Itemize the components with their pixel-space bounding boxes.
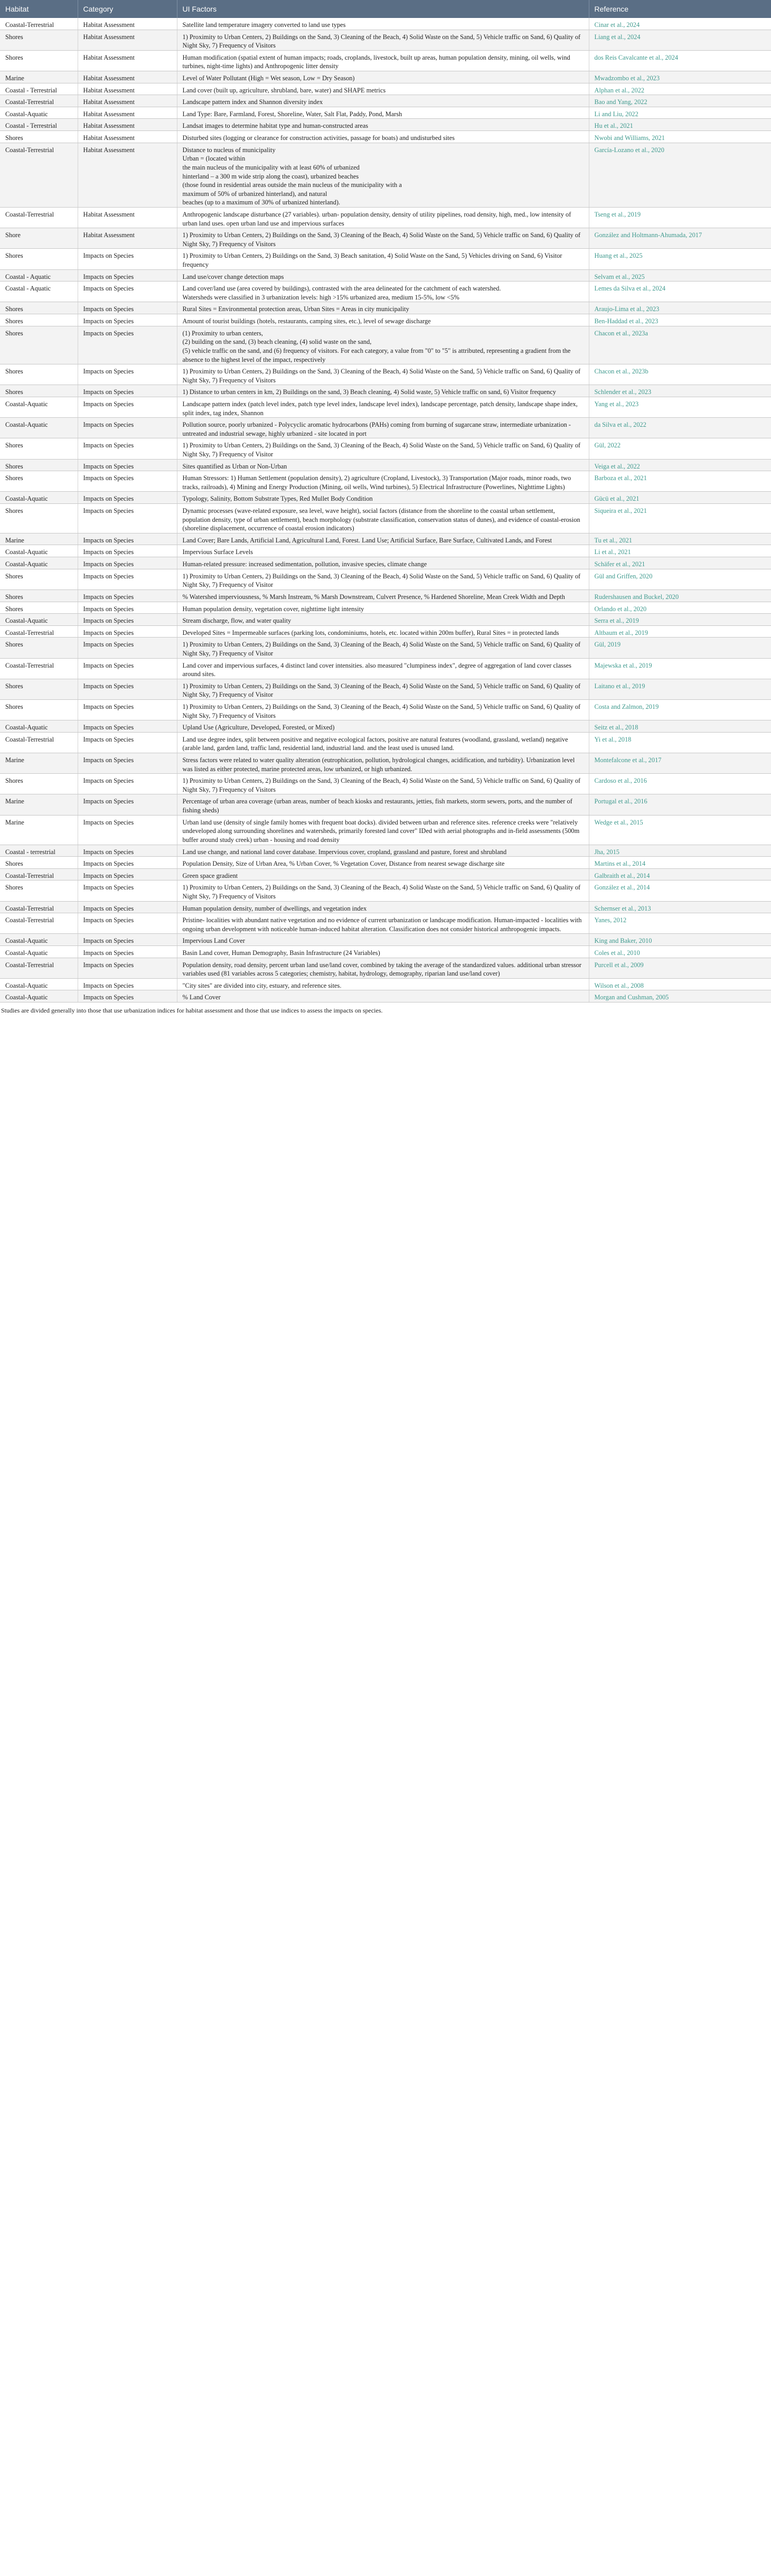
ui-factors-cell: Pollution source, poorly urbanized - Polycyclic aromatic hydrocarbons (PAHs) coming from burning of sugarcane straw, intermediate urbanization - untreated and industrial sewage, highly urbanized - site located in port	[177, 418, 589, 438]
category-cell: Impacts on Species	[78, 326, 177, 364]
reference-link[interactable]: Martins et al., 2014	[589, 857, 771, 869]
table-row	[0, 880, 771, 901]
habitat-cell: Marine	[0, 71, 78, 83]
habitat-cell: Shores	[0, 589, 78, 602]
category-cell: Habitat Assessment	[78, 50, 177, 71]
ui-factors-cell: 1) Proximity to Urban Centers, 2) Buildings on the Sand, 3) Cleaning of the Beach, 4) Solid Waste on the Sand, 5) Vehicle traffic on Sand, 6) Quality of Night Sky, 7) Frequency of Visitors	[177, 30, 589, 50]
table-row	[0, 282, 771, 302]
habitat-cell: Coastal-Aquatic	[0, 720, 78, 733]
header-category: Category	[78, 0, 177, 18]
ui-factors-cell: Upland Use (Agriculture, Developed, Forested, or Mixed)	[177, 720, 589, 733]
ui-factors-cell: Percentage of urban area coverage (urban areas, number of beach kiosks and restaurants, jetties, fish markets, storm sewers, ports, and the number of fishing sheds)	[177, 794, 589, 815]
category-cell: Impacts on Species	[78, 857, 177, 869]
table-row	[0, 857, 771, 869]
category-cell: Impacts on Species	[78, 471, 177, 492]
category-cell: Habitat Assessment	[78, 207, 177, 228]
habitat-cell: Shores	[0, 679, 78, 699]
habitat-cell: Shores	[0, 364, 78, 385]
category-cell: Impacts on Species	[78, 269, 177, 282]
habitat-cell: Coastal-Terrestrial	[0, 18, 78, 30]
habitat-cell: Shores	[0, 385, 78, 397]
category-cell: Impacts on Species	[78, 658, 177, 679]
habitat-cell: Shores	[0, 880, 78, 901]
reference-link[interactable]: Selvam et al., 2025	[589, 269, 771, 282]
table-row	[0, 868, 771, 880]
ui-factors-cell: Land use change, and national land cover database. Impervious cover, cropland, grassland and pasture, forest and shrubland	[177, 845, 589, 857]
category-cell: Habitat Assessment	[78, 83, 177, 95]
habitat-cell: Coastal-Terrestrial	[0, 732, 78, 753]
ui-factors-cell: Typology, Salinity, Bottom Substrate Types, Red Mullet Body Condition	[177, 492, 589, 504]
habitat-cell: Coastal-Terrestrial	[0, 658, 78, 679]
category-cell: Impacts on Species	[78, 913, 177, 934]
reference-link[interactable]: Gül, 2019	[589, 638, 771, 658]
category-cell: Habitat Assessment	[78, 119, 177, 131]
ui-factors-cell: Level of Water Pollutant (High = Wet season, Low = Dry Season)	[177, 71, 589, 83]
category-cell: Impacts on Species	[78, 934, 177, 946]
ui-factors-cell: Land cover/land use (area covered by buildings), contrasted with the area delineated for the catchment of each watershed. Watersheds were classified in 3 urbanization levels: high >15% urbanized area, medium 15-5%, low <5%	[177, 282, 589, 302]
ui-factors-cell: Population density, road density, percent urban land use/land cover, combined by taking the average of the standardized values. additional urban stressor variables used (81 variables across 5 categories; chemistry, habitat, hydrology, demography, riparian land use/land cover)	[177, 958, 589, 978]
category-cell: Impacts on Species	[78, 385, 177, 397]
reference-link[interactable]: Portugal et al., 2016	[589, 794, 771, 815]
header-ui-factors: UI Factors	[177, 0, 589, 18]
document-page	[0, 0, 771, 1015]
habitat-cell: Shores	[0, 638, 78, 658]
reference-link[interactable]: Morgan and Cushman, 2005	[589, 990, 771, 1003]
category-cell: Impacts on Species	[78, 249, 177, 269]
category-cell: Impacts on Species	[78, 602, 177, 614]
table-row	[0, 720, 771, 733]
table-row	[0, 589, 771, 602]
habitat-cell: Coastal-Terrestrial	[0, 868, 78, 880]
ui-factors-cell: Landscape pattern index (patch level index, patch type level index, landscape level index), landscape percentage, patch density, landscape shape index, split index, tag index, Shannon	[177, 397, 589, 417]
table-row	[0, 934, 771, 946]
table-row	[0, 397, 771, 417]
reference-link[interactable]: Orlando et al., 2020	[589, 602, 771, 614]
reference-link[interactable]: dos Reis Cavalcante et al., 2024	[589, 50, 771, 71]
header-row	[0, 0, 771, 18]
table-row	[0, 845, 771, 857]
category-cell: Impacts on Species	[78, 492, 177, 504]
ui-factors-cell: Landscape pattern index and Shannon diversity index	[177, 95, 589, 107]
reference-link[interactable]: Cardoso et al., 2016	[589, 774, 771, 794]
table-row	[0, 638, 771, 658]
ui-factors-cell: 1) Proximity to Urban Centers, 2) Buildings on the Sand, 3) Cleaning of the Beach, 4) Solid Waste on the Sand, 5) Vehicle traffic on Sand, 6) Quality of Night Sky, 7) Frequency of Visitor	[177, 638, 589, 658]
table-row	[0, 946, 771, 958]
reference-link[interactable]: Gül, 2022	[589, 438, 771, 459]
habitat-cell: Shores	[0, 326, 78, 364]
category-cell: Habitat Assessment	[78, 18, 177, 30]
category-cell: Impacts on Species	[78, 438, 177, 459]
table-row	[0, 913, 771, 934]
category-cell: Impacts on Species	[78, 557, 177, 569]
ui-factors-cell: Sites quantified as Urban or Non-Urban	[177, 459, 589, 471]
reference-link[interactable]: Yang et al., 2023	[589, 397, 771, 417]
ui-factors-cell: Land cover (built up, agriculture, shrubland, bare, water) and SHAPE metrics	[177, 83, 589, 95]
table-row	[0, 753, 771, 774]
habitat-cell: Shores	[0, 50, 78, 71]
table-row	[0, 504, 771, 533]
category-cell: Impacts on Species	[78, 638, 177, 658]
habitat-cell: Coastal-Aquatic	[0, 990, 78, 1003]
ui-factors-cell: Human modification (spatial extent of human impacts; roads, croplands, livestock, built up areas, human population density, mining, oil wells, wind turbines, night-time lights) and Anthropogenic litter density	[177, 50, 589, 71]
habitat-cell: Shores	[0, 471, 78, 492]
reference-link[interactable]: González and Holtmann-Ahumada, 2017	[589, 228, 771, 249]
reference-link[interactable]: Li et al., 2021	[589, 545, 771, 557]
ui-factors-cell: Impervious Surface Levels	[177, 545, 589, 557]
category-cell: Impacts on Species	[78, 397, 177, 417]
reference-link[interactable]: Majewska et al., 2019	[589, 658, 771, 679]
table-row	[0, 228, 771, 249]
ui-factors-cell: 1) Proximity to Urban Centers, 2) Buildings on the Sand, 3) Cleaning of the Beach, 4) Solid Waste on the Sand, 5) Vehicle traffic on Sand, 6) Quality of Night Sky, 7) Frequency of Visitors	[177, 228, 589, 249]
reference-link[interactable]: Gücü et al., 2021	[589, 492, 771, 504]
header-reference: Reference	[589, 0, 771, 18]
ui-factors-cell: Amount of tourist buildings (hotels, restaurants, camping sites, etc.), level of sewage discharge	[177, 314, 589, 326]
table-row	[0, 30, 771, 50]
habitat-cell: Coastal-Terrestrial	[0, 625, 78, 638]
reference-link[interactable]: Nwobi and Williams, 2021	[589, 131, 771, 143]
reference-link[interactable]: Galbraith et al., 2014	[589, 868, 771, 880]
table-row	[0, 901, 771, 913]
reference-link[interactable]: Purcell et al., 2009	[589, 958, 771, 978]
ui-factors-cell: 1) Proximity to Urban Centers, 2) Buildings on the Sand, 3) Cleaning of the Beach, 4) Solid Waste on the Sand, 5) Vehicle traffic on Sand, 6) Quality of Night Sky, 7) Frequency of Visitors	[177, 364, 589, 385]
reference-link[interactable]: Chacon et al., 2023a	[589, 326, 771, 364]
reference-link[interactable]: King and Baker, 2010	[589, 934, 771, 946]
table-row	[0, 269, 771, 282]
reference-link[interactable]: Siqueira et al., 2021	[589, 504, 771, 533]
table-row	[0, 602, 771, 614]
habitat-cell: Coastal-Aquatic	[0, 418, 78, 438]
ui-factors-cell: Landsat images to determine habitat type and human-constructed areas	[177, 119, 589, 131]
table-row	[0, 557, 771, 569]
category-cell: Impacts on Species	[78, 418, 177, 438]
habitat-cell: Shores	[0, 602, 78, 614]
ui-factors-cell: Urban land use (density of single family homes with frequent boat docks). divided between urban and reference sites. reference creeks were "relatively undeveloped along surrounding shorelines and watersheds, primarily forested land cover" IDed with aerial photographs and in-field assessments (500m buffer around study creek) urban - housing and road density	[177, 815, 589, 845]
habitat-cell: Coastal-Terrestrial	[0, 913, 78, 934]
ui-factors-cell: 1) Proximity to Urban Centers, 2) Buildings on the Sand, 3) Cleaning of the Beach, 4) Solid Waste on the Sand, 5) Vehicle traffic on Sand, 6) Quality of Night Sky, 7) Frequency of Visitor	[177, 679, 589, 699]
ui-factors-cell: Pristine- localities with abundant native vegetation and no evidence of current urbanization or landscape modification. Human-impacted - localities with ongoing urban development with noticeable human-induced habitat alteration. Classification does not consider historical anthropogenic impacts.	[177, 913, 589, 934]
reference-link[interactable]: Schlender et al., 2023	[589, 385, 771, 397]
category-cell: Impacts on Species	[78, 504, 177, 533]
ui-factors-cell: Stress factors were related to water quality alteration (eutrophication, pollution, hydrological changes, acidification, and turbidity). Urbanization level was listed as either protected, marine protected areas, low urbanized, or high urbanized.	[177, 753, 589, 774]
category-cell: Impacts on Species	[78, 958, 177, 978]
reference-link[interactable]: Seitz et al., 2018	[589, 720, 771, 733]
reference-link[interactable]: Liang et al., 2024	[589, 30, 771, 50]
reference-link[interactable]: Bao and Yang, 2022	[589, 95, 771, 107]
reference-link[interactable]: Hu et al., 2021	[589, 119, 771, 131]
reference-link[interactable]: Montefalcone et al., 2017	[589, 753, 771, 774]
ui-factors-cell: Satellite land temperature imagery converted to land use types	[177, 18, 589, 30]
table-row	[0, 302, 771, 314]
habitat-cell: Shores	[0, 30, 78, 50]
habitat-cell: Shores	[0, 774, 78, 794]
reference-link[interactable]: da Silva et al., 2022	[589, 418, 771, 438]
category-cell: Habitat Assessment	[78, 131, 177, 143]
reference-link[interactable]: Jha, 2015	[589, 845, 771, 857]
habitat-cell: Coastal-Aquatic	[0, 978, 78, 990]
category-cell: Habitat Assessment	[78, 30, 177, 50]
ui-factors-cell: 1) Proximity to Urban Centers, 2) Buildings on the Sand, 3) Cleaning of the Beach, 4) Solid Waste on the Sand, 5) Vehicle traffic on Sand, 6) Quality of Night Sky, 7) Frequency of Visitor	[177, 438, 589, 459]
category-cell: Impacts on Species	[78, 946, 177, 958]
habitat-cell: Shores	[0, 569, 78, 589]
table-row	[0, 326, 771, 364]
category-cell: Impacts on Species	[78, 459, 177, 471]
table-row	[0, 83, 771, 95]
category-cell: Impacts on Species	[78, 302, 177, 314]
category-cell: Impacts on Species	[78, 753, 177, 774]
ui-factors-cell: Dynamic processes (wave-related exposure, sea level, wave height), social factors (distance from the shoreline to the coastal urban settlement, population density, type of urban settlement), beach morphology (substrate classification, conservation status of dunes), and evidence of coastal-erosion (shoreline displacement, occurrence of coastal erosion indicators)	[177, 504, 589, 533]
category-cell: Habitat Assessment	[78, 95, 177, 107]
table-row	[0, 18, 771, 30]
table-row	[0, 815, 771, 845]
habitat-cell: Coastal - Aquatic	[0, 269, 78, 282]
reference-link[interactable]: Gül and Griffen, 2020	[589, 569, 771, 589]
habitat-cell: Coastal-Aquatic	[0, 492, 78, 504]
habitat-cell: Coastal-Terrestrial	[0, 901, 78, 913]
habitat-cell: Coastal - Aquatic	[0, 282, 78, 302]
category-cell: Habitat Assessment	[78, 143, 177, 207]
category-cell: Impacts on Species	[78, 364, 177, 385]
ui-factors-cell: Land cover and impervious surfaces, 4 distinct land cover intensities. also measured "clumpiness index", degree of aggregation of land cover classes around sites.	[177, 658, 589, 679]
reference-link[interactable]: Tu et al., 2021	[589, 533, 771, 545]
table-row	[0, 119, 771, 131]
habitat-cell: Marine	[0, 753, 78, 774]
category-cell: Impacts on Species	[78, 679, 177, 699]
habitat-cell: Marine	[0, 794, 78, 815]
ui-factors-cell: 1) Proximity to Urban Centers, 2) Buildings on the Sand, 3) Cleaning of the Beach, 4) Solid Waste on the Sand, 5) Vehicle traffic on Sand, 6) Quality of Night Sky, 7) Frequency of Visitors	[177, 774, 589, 794]
table-row	[0, 131, 771, 143]
reference-link[interactable]: Alphan et al., 2022	[589, 83, 771, 95]
reference-link[interactable]: Ben-Haddad et al., 2023	[589, 314, 771, 326]
reference-link[interactable]: Veiga et al., 2022	[589, 459, 771, 471]
category-cell: Habitat Assessment	[78, 228, 177, 249]
table-row	[0, 249, 771, 269]
reference-link[interactable]: Costa and Zalmon, 2019	[589, 700, 771, 720]
category-cell: Habitat Assessment	[78, 107, 177, 119]
reference-link[interactable]: Laitano et al., 2019	[589, 679, 771, 699]
habitat-cell: Shores	[0, 249, 78, 269]
habitat-cell: Shores	[0, 857, 78, 869]
reference-link[interactable]: Schernser et al., 2013	[589, 901, 771, 913]
ui-factors-cell: % Watershed imperviousness, % Marsh Instream, % Marsh Downstream, Culvert Presence, % Hardened Shoreline, Mean Creek Width and Depth	[177, 589, 589, 602]
reference-link[interactable]: García-Lozano et al., 2020	[589, 143, 771, 207]
habitat-cell: Shores	[0, 700, 78, 720]
reference-link[interactable]: Tseng et al., 2019	[589, 207, 771, 228]
reference-link[interactable]: Mwadzombo et al., 2023	[589, 71, 771, 83]
category-cell: Impacts on Species	[78, 880, 177, 901]
category-cell: Impacts on Species	[78, 625, 177, 638]
table-row	[0, 107, 771, 119]
ui-factors-cell: Stream discharge, flow, and water quality	[177, 614, 589, 626]
ui-factors-cell: Land use/cover change detection maps	[177, 269, 589, 282]
reference-link[interactable]: González et al., 2014	[589, 880, 771, 901]
table-row	[0, 492, 771, 504]
urbanization-index-table	[0, 0, 771, 1003]
ui-factors-cell: Human population density, vegetation cover, nighttime light intensity	[177, 602, 589, 614]
habitat-cell: Coastal-Terrestrial	[0, 958, 78, 978]
table-header	[0, 0, 771, 18]
category-cell: Impacts on Species	[78, 868, 177, 880]
habitat-cell: Coastal - Terrestrial	[0, 83, 78, 95]
ui-factors-cell: Rural Sites = Environmental protection areas, Urban Sites = Areas in city municipality	[177, 302, 589, 314]
table-row	[0, 50, 771, 71]
table-row	[0, 471, 771, 492]
habitat-cell: Coastal-Aquatic	[0, 557, 78, 569]
reference-link[interactable]: Lemes da Silva et al., 2024	[589, 282, 771, 302]
table-row	[0, 438, 771, 459]
table-row	[0, 732, 771, 753]
table-row	[0, 978, 771, 990]
habitat-cell: Coastal-Terrestrial	[0, 207, 78, 228]
reference-link[interactable]: Barboza et al., 2021	[589, 471, 771, 492]
reference-link[interactable]: Chacon et al., 2023b	[589, 364, 771, 385]
ui-factors-cell: Human Stressors: 1) Human Settlement (population density), 2) agriculture (Cropland, Livestock), 3) Transportation (Major roads, minor roads, two tracks, railroads), 4) Mining and Energy Production (Mining, oil wells, Wind turbines), 5) Electrical Infrastructure (Powerlines, Nighttime Lights)	[177, 471, 589, 492]
habitat-cell: Coastal-Aquatic	[0, 397, 78, 417]
table-row	[0, 569, 771, 589]
reference-link[interactable]: Araujo-Lima et al., 2023	[589, 302, 771, 314]
ui-factors-cell: Human-related pressure: increased sedimentation, pollution, invasive species, climate change	[177, 557, 589, 569]
ui-factors-cell: 1) Distance to urban centers in km, 2) Buildings on the sand, 3) Beach cleaning, 4) Solid waste, 5) Vehicle traffic on sand, 6) Visitor frequency	[177, 385, 589, 397]
table-row	[0, 679, 771, 699]
ui-factors-cell: Anthropogenic landscape disturbance (27 variables). urban- population density, density of utility pipelines, road density, high, med., low intensity of urban land uses. open urban land use and impervious surfaces	[177, 207, 589, 228]
category-cell: Impacts on Species	[78, 545, 177, 557]
ui-factors-cell: Basin Land cover, Human Demography, Basin Infrastructure (24 Variables)	[177, 946, 589, 958]
ui-factors-cell: Land Type: Bare, Farmland, Forest, Shoreline, Water, Salt Flat, Paddy, Pond, Marsh	[177, 107, 589, 119]
category-cell: Impacts on Species	[78, 614, 177, 626]
table-row	[0, 418, 771, 438]
category-cell: Impacts on Species	[78, 845, 177, 857]
ui-factors-cell: Land use degree index, split between positive and negative ecological factors, positive are natural features (woodland, grassland, wetland) negative (arable land, garden land, traffic land, residential land, industrial land. and the least used is unused land.	[177, 732, 589, 753]
ui-factors-cell: (1) Proximity to urban centers, (2) building on the sand, (3) beach cleaning, (4) solid waste on the sand, (5) vehicle traffic on the sand, and (6) frequency of visitors. For each category, a value from "0" to "5" is attributed, representing a gradient from the absence to the highest level of the impact, respectively	[177, 326, 589, 364]
category-cell: Impacts on Species	[78, 282, 177, 302]
reference-link[interactable]: Altbaum et al., 2019	[589, 625, 771, 638]
table-row	[0, 625, 771, 638]
category-cell: Impacts on Species	[78, 794, 177, 815]
table-row	[0, 364, 771, 385]
reference-link[interactable]: Li and Liu, 2022	[589, 107, 771, 119]
table-row	[0, 143, 771, 207]
ui-factors-cell: Distance to nucleus of municipality Urban = (located within the main nucleus of the municipality with at least 60% of urbanized hinterland – a 300 m wide strip along the coast), urbanized beaches (those found in residential areas outside the main nucleus of the municipality with a maximum of 50% of urbanized hinterland), and natural beaches (up to a maximum of 30% of urbanized hinterland).	[177, 143, 589, 207]
category-cell: Impacts on Species	[78, 815, 177, 845]
category-cell: Impacts on Species	[78, 589, 177, 602]
table-row	[0, 658, 771, 679]
habitat-cell: Shores	[0, 459, 78, 471]
habitat-cell: Coastal-Aquatic	[0, 946, 78, 958]
ui-factors-cell: % Land Cover	[177, 990, 589, 1003]
ui-factors-cell: "City sites" are divided into city, estuary, and reference sites.	[177, 978, 589, 990]
reference-link[interactable]: Rudershausen and Buckel, 2020	[589, 589, 771, 602]
reference-link[interactable]: Schäfer et al., 2021	[589, 557, 771, 569]
habitat-cell: Coastal - Terrestrial	[0, 119, 78, 131]
habitat-cell: Coastal-Aquatic	[0, 614, 78, 626]
table-row	[0, 314, 771, 326]
category-cell: Impacts on Species	[78, 990, 177, 1003]
category-cell: Impacts on Species	[78, 533, 177, 545]
table-body	[0, 18, 771, 1003]
category-cell: Impacts on Species	[78, 569, 177, 589]
category-cell: Impacts on Species	[78, 978, 177, 990]
habitat-cell: Shores	[0, 438, 78, 459]
category-cell: Impacts on Species	[78, 700, 177, 720]
habitat-cell: Shores	[0, 131, 78, 143]
habitat-cell: Coastal-Aquatic	[0, 107, 78, 119]
category-cell: Impacts on Species	[78, 314, 177, 326]
ui-factors-cell: 1) Proximity to Urban Centers, 2) Buildings on the Sand, 3) Cleaning of the Beach, 4) Solid Waste on the Sand, 5) Vehicle traffic on Sand, 6) Quality of Night Sky, 7) Frequency of Visitors	[177, 700, 589, 720]
table-row	[0, 774, 771, 794]
habitat-cell: Shores	[0, 504, 78, 533]
reference-link[interactable]: Serra et al., 2019	[589, 614, 771, 626]
table-row	[0, 700, 771, 720]
habitat-cell: Coastal-Terrestrial	[0, 95, 78, 107]
table-row	[0, 958, 771, 978]
ui-factors-cell: Impervious Land Cover	[177, 934, 589, 946]
reference-link[interactable]: Coles et al., 2010	[589, 946, 771, 958]
reference-link[interactable]: Wedge et al., 2015	[589, 815, 771, 845]
ui-factors-cell: Green space gradient	[177, 868, 589, 880]
habitat-cell: Marine	[0, 533, 78, 545]
ui-factors-cell: 1) Proximity to Urban Centers, 2) Buildings on the Sand, 3) Cleaning of the Beach, 4) Solid Waste on the Sand, 5) Vehicle traffic on Sand, 6) Quality of Night Sky, 7) Frequency of Visitor	[177, 569, 589, 589]
ui-factors-cell: 1) Proximity to Urban Centers, 2) Buildings on the Sand, 3) Cleaning of the Beach, 4) Solid Waste on the Sand, 5) Vehicle traffic on Sand, 6) Quality of Night Sky, 7) Frequency of Visitors	[177, 880, 589, 901]
table-row	[0, 614, 771, 626]
reference-link[interactable]: Huang et al., 2025	[589, 249, 771, 269]
table-row	[0, 207, 771, 228]
category-cell: Impacts on Species	[78, 732, 177, 753]
habitat-cell: Marine	[0, 815, 78, 845]
table-row	[0, 95, 771, 107]
table-row	[0, 545, 771, 557]
category-cell: Impacts on Species	[78, 720, 177, 733]
category-cell: Habitat Assessment	[78, 71, 177, 83]
table-row	[0, 990, 771, 1003]
ui-factors-cell: Disturbed sites (logging or clearance for construction activities, passage for boats) and undisturbed sites	[177, 131, 589, 143]
ui-factors-cell: Human population density, number of dwellings, and vegetation index	[177, 901, 589, 913]
habitat-cell: Shore	[0, 228, 78, 249]
reference-link[interactable]: Wilson et al., 2008	[589, 978, 771, 990]
table-row	[0, 533, 771, 545]
habitat-cell: Shores	[0, 314, 78, 326]
table-footnote: Studies are divided generally into those that use urbanization indices for habitat assessment and those that use indices to assess the impacts on species.	[1, 1007, 383, 1015]
table-row	[0, 71, 771, 83]
reference-link[interactable]: Yi et al., 2018	[589, 732, 771, 753]
category-cell: Impacts on Species	[78, 901, 177, 913]
table-row	[0, 794, 771, 815]
habitat-cell: Coastal-Aquatic	[0, 934, 78, 946]
ui-factors-cell: Developed Sites = Impermeable surfaces (parking lots, condominiums, hotels, etc. located within 200m buffer), Rural Sites = in protected lands	[177, 625, 589, 638]
habitat-cell: Shores	[0, 302, 78, 314]
table-row	[0, 459, 771, 471]
ui-factors-cell: 1) Proximity to Urban Centers, 2) Buildings on the Sand, 3) Beach sanitation, 4) Solid Waste on the Sand, 5) Vehicles driving on Sand, 6) Visitor frequency	[177, 249, 589, 269]
category-cell: Impacts on Species	[78, 774, 177, 794]
ui-factors-cell: Population Density, Size of Urban Area, % Urban Cover, % Vegetation Cover, Distance from nearest sewage discharge site	[177, 857, 589, 869]
table-row	[0, 385, 771, 397]
ui-factors-cell: Land Cover; Bare Lands, Artificial Land, Agricultural Land, Forest. Land Use; Artificial Surface, Bare Surface, Cultivated Lands, and Forest	[177, 533, 589, 545]
reference-link[interactable]: Cinar et al., 2024	[589, 18, 771, 30]
habitat-cell: Coastal-Terrestrial	[0, 143, 78, 207]
habitat-cell: Coastal - terrestrial	[0, 845, 78, 857]
header-habitat: Habitat	[0, 0, 78, 18]
reference-link[interactable]: Yanes, 2012	[589, 913, 771, 934]
habitat-cell: Coastal-Aquatic	[0, 545, 78, 557]
